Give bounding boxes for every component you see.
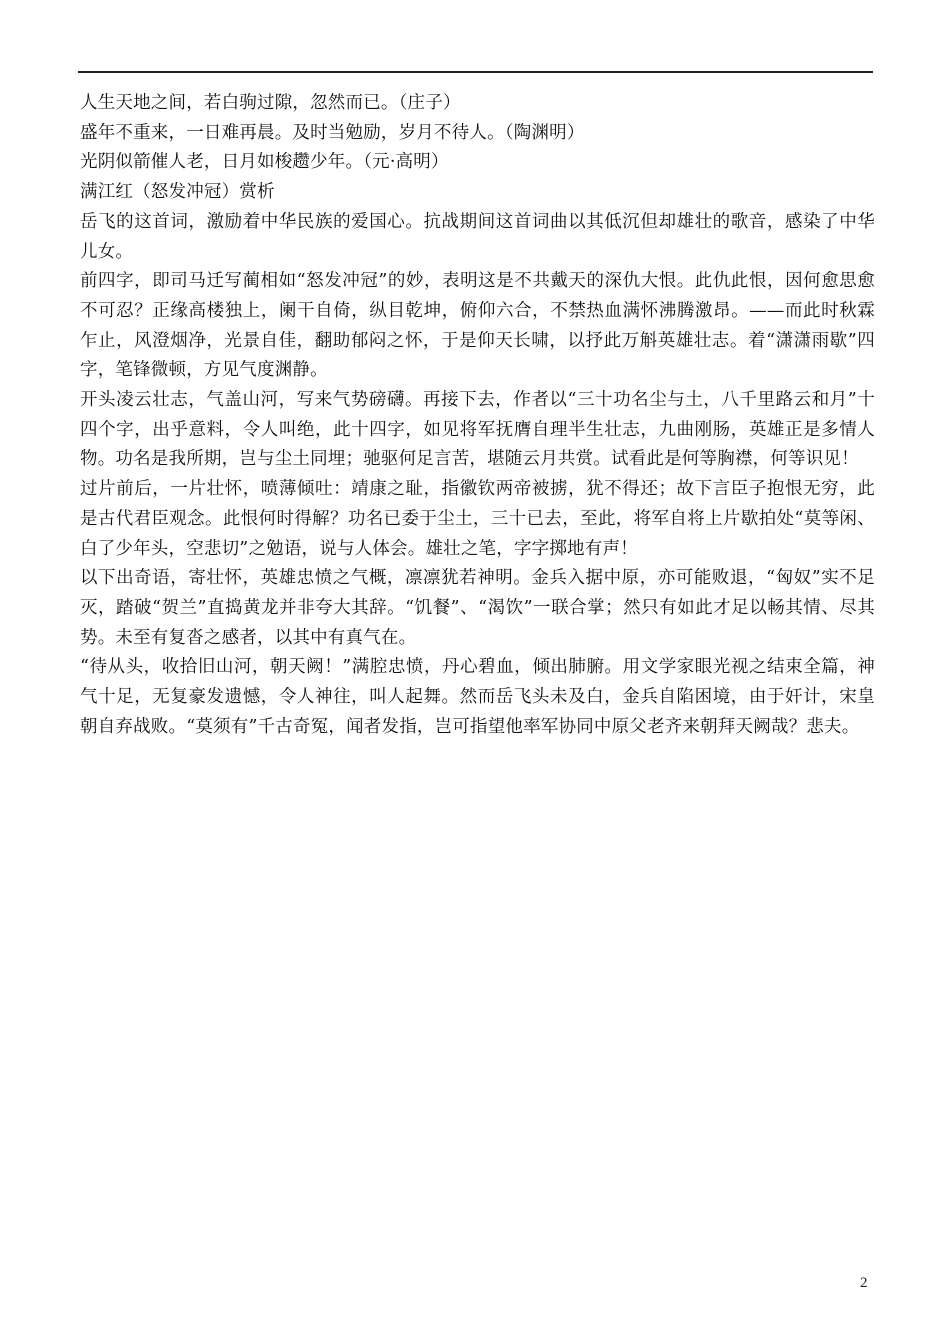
- paragraph-heroic: 以下出奇语，寄壮怀，英雄忠愤之气概，凛凛犹若神明。金兵入据中原，亦可能败退，“匈奴”实不足灭，踏破“贺兰”直捣黄龙并非夸大其辞。“饥餐”、“渴饮”一联合掌；然只有如此才足以畅其情、尽其势。未至有复沓之感者，以其中有真气在。: [80, 568, 875, 648]
- paragraph-transition: 过片前后，一片壮怀，喷薄倾吐：靖康之耻，指徽钦两帝被掳，犹不得还；故下言臣子抱恨无穷，此是古代君臣观念。此恨何时得解？功名已委于尘土，三十已去，至此，将军自将上片歇拍处“莫等闲、白了少年头，空悲切”之勉语，说与人体会。雄壮之笔，字字掷地有声！: [80, 479, 875, 559]
- quote-gao-ming: 光阴似箭催人老，日月如梭趱少年。（元·高明）: [80, 152, 449, 173]
- quote-tao-yuanming: 盛年不重来，一日难再晨。及时当勉励，岁月不待人。（陶渊明）: [80, 122, 585, 143]
- paragraph-opening: 前四字，即司马迁写蔺相如“怒发冲冠”的妙，表明这是不共戴天的深仇大恨。此仇此恨，因何愈思愈不可忍？正缘高楼独上，阑干自倚，纵目乾坤，俯仰六合，不禁热血满怀沸腾激昂。——而此时秋霖乍止，风澄烟净，光景自佳，翻助郁闷之怀，于是仰天长啸，以抒此万斛英雄壮志。着“潇潇雨歇”四字，笔锋微顿，方见气度渊静。: [80, 271, 875, 381]
- header-rule: [78, 71, 873, 73]
- paragraph-intro: 岳飞的这首词，激励着中华民族的爱国心。抗战期间这首词曲以其低沉但却雄壮的歌音，感染了中华儿女。: [80, 211, 875, 262]
- paragraph-conclusion: “待从头，收拾旧山河，朝天阙！”满腔忠愤，丹心碧血，倾出肺腑。用文学家眼光视之结束全篇，神气十足，无复豪发遗憾，令人神往，叫人起舞。然而岳飞头未及白，金兵自陷困境，由于奸计，宋皇朝自弃战败。“莫须有”千古奇冤，闻者发指，岂可指望他率军协同中原父老齐来朝拜天阙哉？悲夫。: [80, 657, 875, 737]
- document-body: [80, 89, 875, 742]
- section-title: 满江红（怒发冲冠）赏析: [80, 182, 275, 203]
- paragraph-ambition: 开头凌云壮志，气盖山河，写来气势磅礴。再接下去，作者以“三十功名尘与土，八千里路云和月”十四个字，出乎意料，令人叫绝，此十四字，如见将军抚膺自理半生壮志，九曲刚肠，英雄正是多情人物。功名是我所期，岂与尘土同埋；驰驱何足言苦，堪随云月共赏。试看此是何等胸襟，何等识见！: [80, 390, 875, 470]
- quote-zhuangzi: 人生天地之间，若白驹过隙，忽然而已。（庄子）: [80, 93, 461, 113]
- page-number: 2: [860, 1275, 868, 1291]
